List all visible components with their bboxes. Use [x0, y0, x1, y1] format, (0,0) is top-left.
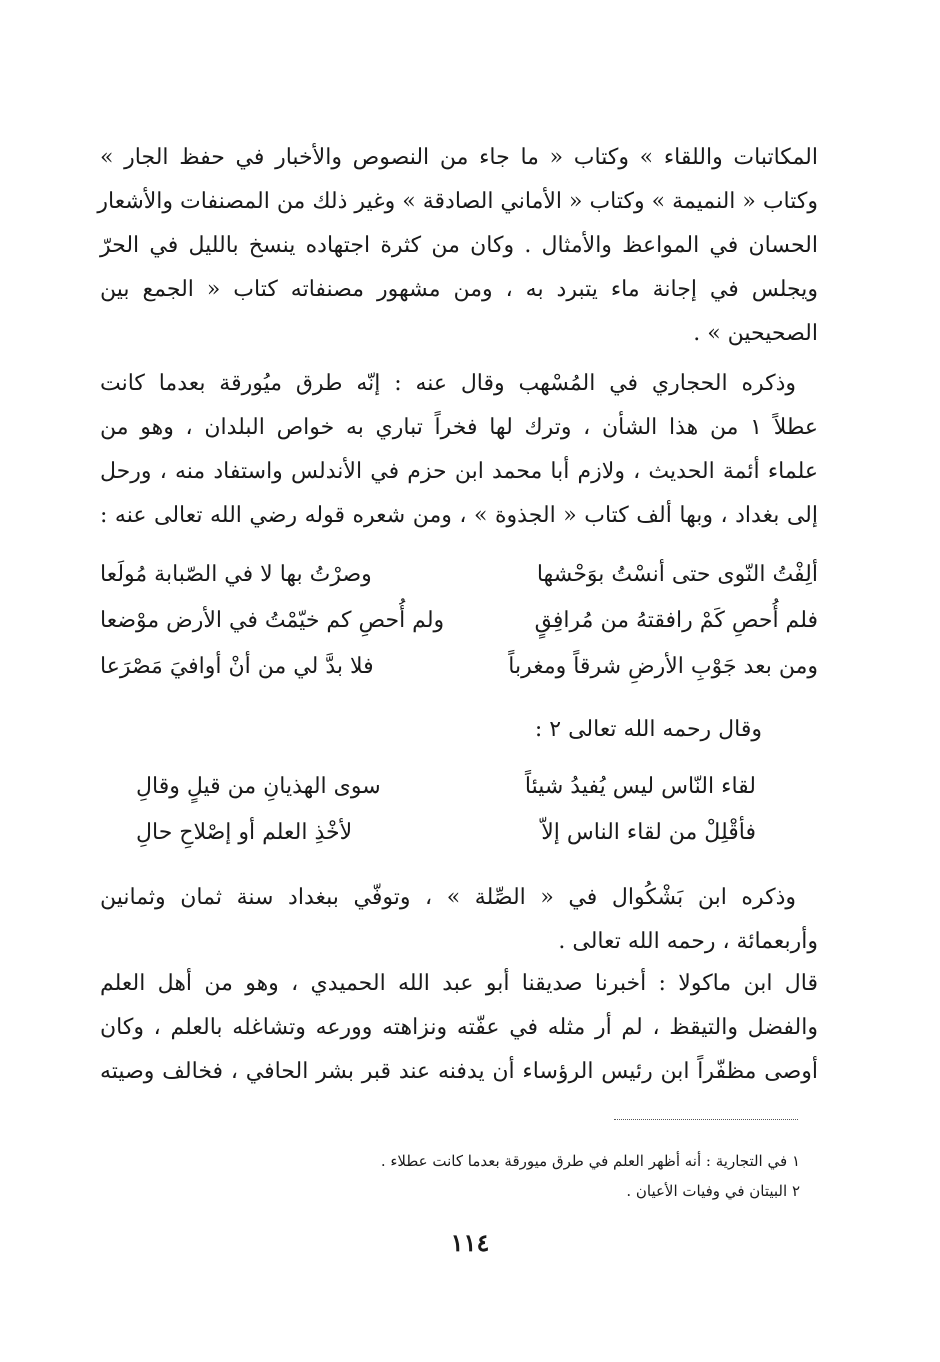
text-line: وذكره ابن بَشْكُوال في « الصِّلة » ، وتوفّي ببغداد سنة ثمان وثمانين	[100, 885, 796, 910]
text-line: المكاتبات واللقاء » وكتاب « ما جاء من النصوص والأخبار في حفظ الجار »	[100, 145, 818, 170]
poem-verse	[100, 598, 818, 644]
poem-verse	[100, 552, 818, 598]
text-line: والفضل والتيقظ ، لم أر مثله في عفّته ونزاهته وورعه وتشاغله بالعلم ، وكان	[100, 1015, 818, 1040]
paragraph-4	[100, 962, 818, 1094]
poem-2	[100, 764, 818, 856]
poem-verse	[136, 764, 756, 810]
text-line: الصحيحين » .	[693, 321, 818, 346]
verse-second-hemistich: لأخْذِ العلم أو إصْلاحِ حالِ	[136, 820, 353, 845]
page-number: ١١٤	[450, 1228, 490, 1257]
footnote-separator	[614, 1119, 798, 1120]
text-line: علماء أئمة الحديث ، ولازم أبا محمد ابن حزم في الأندلس واستفاد منه ، ورحل	[100, 459, 818, 484]
paragraph-3	[100, 876, 818, 964]
verse-first-hemistich: ومن بعد جَوْبِ الأرضِ شرقاً ومغرباً	[508, 654, 818, 679]
verse-second-hemistich: سوى الهذيانِ من قيلٍ وقالِ	[136, 774, 381, 799]
footnote: ٢ البيتان في وفيات الأعيان .	[626, 1182, 800, 1200]
text-line: وأربعمائة ، رحمه الله تعالى .	[558, 929, 818, 954]
poem-1	[100, 552, 818, 690]
verse-second-hemistich: ولم أُحصِ كم خيّمْتُ في الأرض موْضعا	[100, 608, 445, 633]
verse-first-hemistich: فأقْلِلْ من لقاء الناس إلاّ	[541, 820, 756, 845]
verse-second-hemistich: فلا بدَّ لي من أنْ أوافيَ مَصْرَعا	[100, 654, 374, 679]
text-line: وذكره الحجاري في المُسْهب وقال عنه : إنّه طرق ميُورقة بعدما كانت	[100, 371, 796, 396]
text-line: أوصى مظفّراً ابن رئيس الرؤساء أن يدفنه عند قبر بشر الحافي ، فخالف وصيته	[100, 1059, 818, 1084]
text-line: إلى بغداد ، وبها ألف كتاب « الجذوة » ، ومن شعره قوله رضي الله تعالى عنه :	[100, 503, 818, 528]
verse-first-hemistich: لقاء النّاس ليس يُفيدُ شيئاً	[524, 774, 756, 799]
poem-2-intro: وقال رحمه الله تعالى ٢ :	[534, 717, 762, 742]
text-line: عطلاً ١ من هذا الشأن ، وترك لها فخراً تباري به خواص البلدان ، وهو من	[100, 415, 818, 440]
verse-first-hemistich: فلم أُحصِ كَمْ رافقتهُ من مُرافِقٍ	[534, 608, 818, 633]
footnote: ١ في التجارية : أنه أظهر العلم في طرق ميورقة بعدما كانت عطلاء .	[380, 1152, 800, 1170]
text-line: الحسان في المواعظ والأمثال . وكان من كثرة اجتهاده ينسخ بالليل في الحرّ	[100, 233, 818, 258]
paragraph-1	[97, 136, 818, 356]
verse-first-hemistich: ألِفْتُ النّوى حتى أنسْتُ بوَحْشها	[536, 562, 818, 587]
footnotes	[381, 1146, 800, 1206]
text-line: ويجلس في إجانة ماء يتبرد به ، ومن مشهور مصنفاته كتاب « الجمع بين	[100, 277, 818, 302]
text-line: وكتاب « النميمة » وكتاب « الأماني الصادقة » وغير ذلك من المصنفات والأشعار	[97, 189, 818, 214]
poem-verse	[100, 644, 818, 690]
poem-verse	[136, 810, 756, 856]
paragraph-2	[100, 362, 818, 538]
text-line: قال ابن ماكولا : أخبرنا صديقنا أبو عبد الله الحميدي ، وهو من أهل العلم	[100, 971, 818, 996]
verse-second-hemistich: وصرْتُ بها لا في الصّبابة مُولَعا	[100, 562, 372, 587]
